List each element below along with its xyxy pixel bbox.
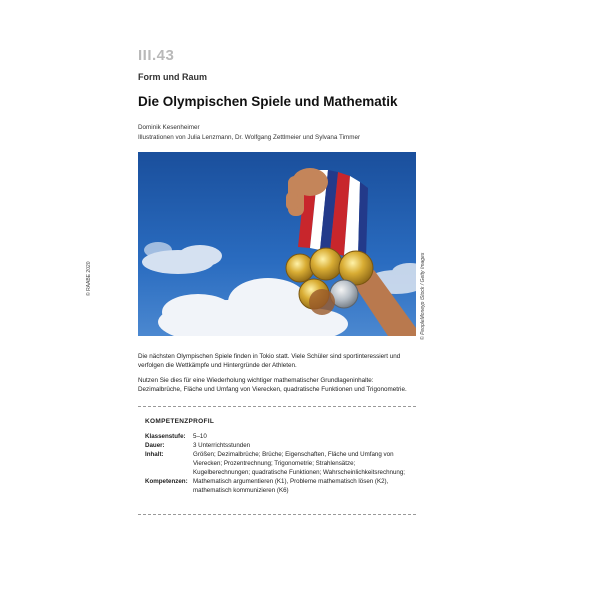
row-label: Kompetenzen: [145,478,188,485]
kompetenzprofil-heading: KOMPETENZPROFIL [145,418,215,425]
side-copyright: © RAABE 2020 [86,261,92,296]
table-row [145,477,413,495]
row-value: Größen; Dezimalbrüche; Brüche; Eigenschaften, Fläche und Umfang von Vierecken; Prozentrechnung; Trigonometrie; Strahlensätze; Kugelberechnungen; quadratische Funktionen; Wahrscheinlichkeitsrechnung; [193,451,405,476]
section-label: Form und Raum [138,72,207,82]
intro-paragraph-2: Nutzen Sie dies für eine Wiederholung wichtiger mathematischer Grundlageninhalte: Dezimalbrüche, Fläche und Umfang von Vierecken, quadratische Funktionen und Trigonometrie. [138,377,407,393]
image-credit: © PeopleMoneyp iStock / Getty Images [420,252,426,340]
table-row [145,441,413,450]
kompetenzprofil-table [145,432,413,495]
divider-top [138,406,416,407]
row-value: 5–10 [193,433,207,440]
intro-paragraph-1: Die nächsten Olympischen Spiele finden in Tokio statt. Viele Schüler sind sportinteressiert und verfolgen die Wettkämpfe und Hintergründe der Athleten. [138,353,401,369]
row-value: Mathematisch argumentieren (K1), Probleme mathematisch lösen (K2), mathematisch kommunizieren (K6) [193,478,389,494]
row-label: Dauer: [145,442,165,449]
page-title: Die Olympischen Spiele und Mathematik [138,94,398,109]
row-label: Inhalt: [145,451,164,458]
table-row [145,432,413,441]
chapter-code: III.43 [138,47,175,64]
row-label: Klassenstufe: [145,433,186,440]
row-value: 3 Unterrichtsstunden [193,442,251,449]
medals-photo [138,152,416,336]
table-row [145,450,413,477]
author-line: Dominik Kesenheimer [138,124,200,131]
illustrations-line: Illustrationen von Julia Lenzmann, Dr. Wolfgang Zettlmeier und Sylvana Timmer [138,134,361,141]
divider-bottom [138,514,416,515]
